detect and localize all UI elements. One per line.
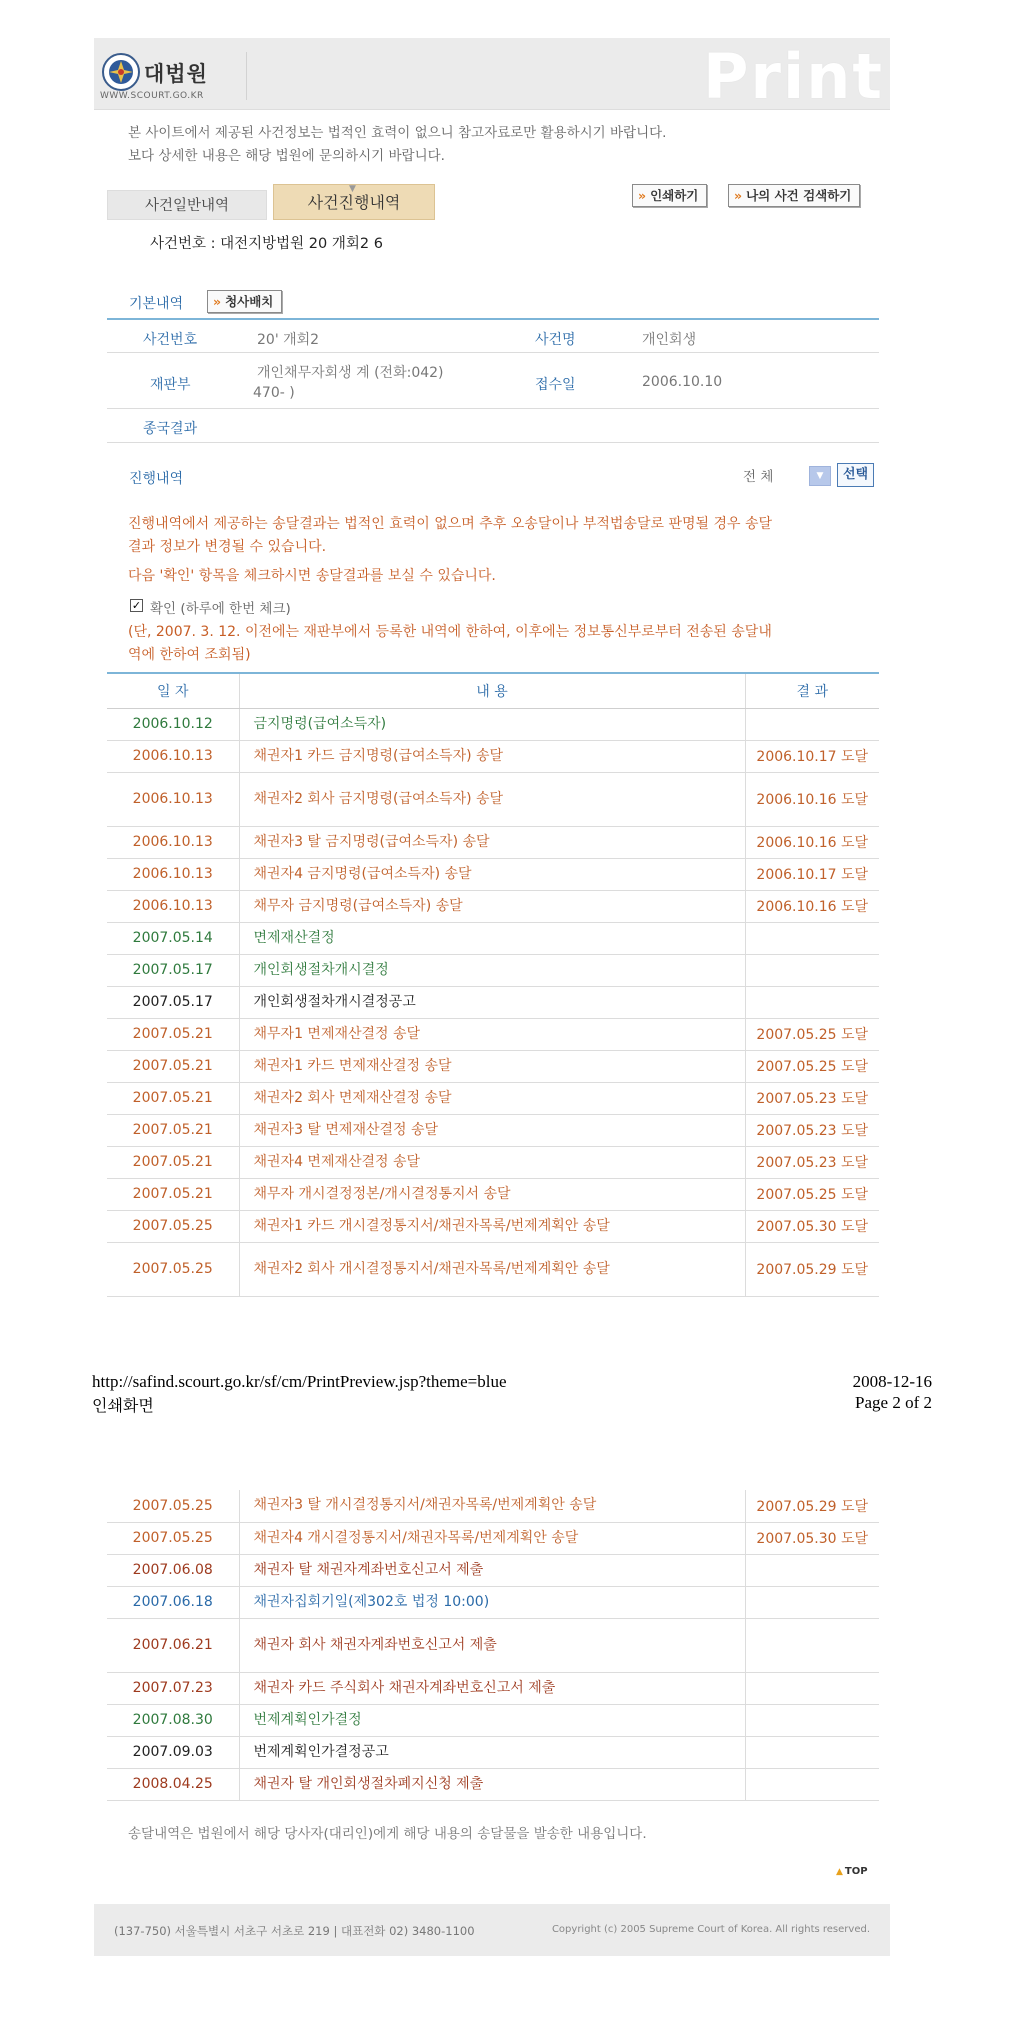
table-row: [107, 1178, 879, 1210]
table-row: [107, 1082, 879, 1114]
print-title: Print: [702, 40, 884, 113]
row-date: 2006.10.13: [107, 772, 239, 826]
col-date-header: 일 자: [107, 674, 239, 708]
row-date: 2007.05.17: [107, 986, 239, 1018]
browser-print-url: http://safind.scourt.go.kr/sf/cm/PrintPreview.jsp?theme=blue: [92, 1372, 507, 1391]
my-case-search-label: 나의 사건 검색하기: [746, 188, 852, 203]
row-date: 2007.08.30: [107, 1704, 239, 1736]
select-button[interactable]: 선택: [837, 463, 874, 487]
row-date: 2007.05.21: [107, 1114, 239, 1146]
print-button[interactable]: [632, 184, 707, 207]
row-date: 2007.05.21: [107, 1146, 239, 1178]
progress-table-page-1: [107, 674, 879, 1297]
row-content: 채권자3 탈 면제재산결정 송달: [239, 1114, 745, 1146]
row-content: 채권자1 카드 면제재산결정 송달: [239, 1050, 745, 1082]
row-result: [745, 1586, 879, 1618]
table-row: [107, 1586, 879, 1618]
division-label: 재판부: [150, 377, 191, 393]
table-header-row: [107, 674, 879, 708]
back-to-top-link[interactable]: [836, 1866, 868, 1877]
row-date: 2007.05.21: [107, 1082, 239, 1114]
table-row: [107, 1736, 879, 1768]
case-no-label: 사건번호: [143, 332, 198, 348]
basic-info-title: 기본내역: [129, 296, 184, 312]
final-result-label: 종국결과: [143, 421, 198, 437]
row-date: 2006.10.13: [107, 826, 239, 858]
row-date: 2006.10.13: [107, 858, 239, 890]
browser-print-title: 인쇄화면: [92, 1396, 154, 1415]
received-date-label: 접수일: [535, 377, 576, 393]
case-name-label: 사건명: [535, 332, 576, 348]
table-row: [107, 740, 879, 772]
row-content: 채권자 탈 개인회생절차폐지신청 제출: [239, 1768, 745, 1800]
row-result: [745, 986, 879, 1018]
division-value-line-2: 470- ): [253, 385, 295, 401]
table-row: [107, 772, 879, 826]
filter-select-value[interactable]: 전 체: [743, 469, 774, 485]
row-date: 2007.05.25: [107, 1522, 239, 1554]
progress-note-2: 역에 한하여 조회됨): [128, 647, 251, 663]
row-result: 2007.05.25 도달: [745, 1050, 879, 1082]
row-result: 2007.05.29 도달: [745, 1490, 879, 1522]
table-row: [107, 1672, 879, 1704]
row-divider: [107, 352, 879, 353]
table-row: [107, 1704, 879, 1736]
row-divider: [107, 442, 879, 443]
delivery-footnote: 송달내역은 법원에서 해당 당사자(대리인)에게 해당 내용의 송달물을 발송한 내용입니다.: [128, 1826, 647, 1842]
row-content: 채권자1 카드 금지명령(급여소득자) 송달: [239, 740, 745, 772]
row-content: 채무자1 면제재산결정 송달: [239, 1018, 745, 1050]
row-result: 2006.10.16 도달: [745, 772, 879, 826]
row-date: 2007.05.25: [107, 1490, 239, 1522]
progress-title: 진행내역: [129, 471, 184, 487]
row-date: 2007.05.17: [107, 954, 239, 986]
row-result: 2007.05.23 도달: [745, 1114, 879, 1146]
row-content: 채권자3 탈 개시결정통지서/채권자목록/번제계획안 송달: [239, 1490, 745, 1522]
row-result: [745, 1554, 879, 1586]
row-date: 2006.10.13: [107, 890, 239, 922]
logo-title: 대법원: [144, 62, 208, 86]
table-row: [107, 1018, 879, 1050]
page-footer: [94, 1904, 890, 1956]
row-date: 2006.10.13: [107, 740, 239, 772]
court-assign-label: 청사배치: [225, 294, 274, 309]
row-result: 2007.05.30 도달: [745, 1522, 879, 1554]
row-content: 번제계획인가결정: [239, 1704, 745, 1736]
row-content: 채무자 금지명령(급여소득자) 송달: [239, 890, 745, 922]
row-content: 번제계획인가결정공고: [239, 1736, 745, 1768]
row-content: 개인회생절차개시결정: [239, 954, 745, 986]
row-date: 2007.06.21: [107, 1618, 239, 1672]
row-divider: [107, 408, 879, 409]
progress-warning-2: 결과 정보가 변경될 수 있습니다.: [128, 539, 327, 555]
row-content: 채권자1 카드 개시결정통지서/채권자목록/번제계획안 송달: [239, 1210, 745, 1242]
row-date: 2007.05.21: [107, 1178, 239, 1210]
row-result: 2007.05.23 도달: [745, 1082, 879, 1114]
table-row: [107, 826, 879, 858]
row-content: 채무자 개시결정정본/개시결정통지서 송달: [239, 1178, 745, 1210]
table-row: [107, 986, 879, 1018]
row-content: 채권자4 금지명령(급여소득자) 송달: [239, 858, 745, 890]
confirm-checkbox-label: 확인 (하루에 한번 체크): [150, 601, 291, 617]
row-content: 채권자4 면제재산결정 송달: [239, 1146, 745, 1178]
progress-warning-1: 진행내역에서 제공하는 송달결과는 법적인 효력이 없으며 추후 오송달이나 부적법송달로 판명될 경우 송달: [128, 516, 773, 532]
row-content: 채권자4 개시결정통지서/채권자목록/번제계획안 송달: [239, 1522, 745, 1554]
col-content-header: 내 용: [239, 674, 745, 708]
row-content: 채권자 탈 채권자계좌번호신고서 제출: [239, 1554, 745, 1586]
case-name-value: 개인회생: [642, 332, 697, 348]
row-content: 금지명령(급여소득자): [239, 708, 745, 740]
table-row: [107, 1210, 879, 1242]
table-row: [107, 858, 879, 890]
progress-warning-3: 다음 '확인' 항목을 체크하시면 송달결과를 보실 수 있습니다.: [128, 568, 496, 584]
table-row: [107, 1114, 879, 1146]
table-row: [107, 1522, 879, 1554]
row-date: 2007.05.21: [107, 1050, 239, 1082]
tab-caret-icon: ▼: [349, 184, 356, 194]
row-date: 2006.10.12: [107, 708, 239, 740]
row-result: [745, 1672, 879, 1704]
table-row: [107, 922, 879, 954]
row-result: [745, 1768, 879, 1800]
row-date: 2007.06.08: [107, 1554, 239, 1586]
table-row: [107, 1554, 879, 1586]
row-content: 면제재산결정: [239, 922, 745, 954]
table-row: [107, 890, 879, 922]
row-result: 2006.10.16 도달: [745, 890, 879, 922]
row-date: 2008.04.25: [107, 1768, 239, 1800]
row-result: [745, 922, 879, 954]
court-emblem-icon: [100, 52, 142, 92]
row-result: 2007.05.29 도달: [745, 1242, 879, 1296]
row-result: [745, 1618, 879, 1672]
progress-table-page-2: [107, 1490, 879, 1801]
up-triangle-icon: ▲: [836, 1867, 843, 1877]
row-content: 채권자2 회사 면제재산결정 송달: [239, 1082, 745, 1114]
row-content: 개인회생절차개시결정공고: [239, 986, 745, 1018]
row-date: 2007.05.21: [107, 1018, 239, 1050]
received-date-value: 2006.10.10: [642, 374, 723, 390]
case-no-value: 20' 개회2: [257, 332, 320, 348]
filter-dropdown-icon[interactable]: ▼: [809, 466, 831, 486]
table-row: [107, 1618, 879, 1672]
confirm-checkbox[interactable]: ✓: [131, 599, 142, 612]
footer-address: (137-750) 서울특별시 서초구 서초로 219 | 대표전화 02) 3480-1100: [114, 1924, 475, 1938]
basic-info-top-border: [107, 318, 879, 320]
notice-line-1: 본 사이트에서 제공된 사건정보는 법적인 효력이 없으니 참고자료로만 활용하시기 바랍니다.: [128, 125, 667, 141]
row-content: 채권자3 탈 금지명령(급여소득자) 송달: [239, 826, 745, 858]
logo-url: WWW.SCOURT.GO.KR: [100, 91, 204, 101]
row-result: 2007.05.25 도달: [745, 1018, 879, 1050]
row-result: 2006.10.17 도달: [745, 858, 879, 890]
row-date: 2007.05.25: [107, 1242, 239, 1296]
table-row: [107, 1242, 879, 1296]
table-row: [107, 1768, 879, 1800]
header-divider: [246, 52, 247, 100]
court-assign-button[interactable]: [207, 290, 282, 313]
browser-print-date: 2008-12-16: [852, 1372, 932, 1391]
tab-case-general[interactable]: 사건일반내역: [107, 190, 267, 220]
double-chevron-icon: »: [213, 294, 222, 309]
row-date: 2007.07.23: [107, 1672, 239, 1704]
tab-case-progress[interactable]: 사건진행내역: [273, 184, 435, 220]
row-content: 채권자집회기일(제302호 법정 10:00): [239, 1586, 745, 1618]
table-row: [107, 1490, 879, 1522]
row-date: 2007.09.03: [107, 1736, 239, 1768]
row-result: 2006.10.16 도달: [745, 826, 879, 858]
row-content: 채권자2 회사 개시결정통지서/채권자목록/번제계획안 송달: [239, 1242, 745, 1296]
progress-note-1: (단, 2007. 3. 12. 이전에는 재판부에서 등록한 내역에 한하여, 이후에는 정보통신부로부터 전송된 송달내: [128, 624, 772, 640]
double-chevron-icon: »: [638, 188, 647, 203]
division-value-line-1: 개인채무자회생 계 (전화:042): [257, 365, 444, 381]
row-result: [745, 1704, 879, 1736]
supreme-court-logo[interactable]: [94, 38, 244, 110]
col-result-header: 결 과: [745, 674, 879, 708]
browser-print-page-number: Page 2 of 2: [855, 1393, 932, 1412]
notice-line-2: 보다 상세한 내용은 해당 법원에 문의하시기 바랍니다.: [128, 148, 445, 164]
table-row: [107, 708, 879, 740]
row-content: 채권자2 회사 금지명령(급여소득자) 송달: [239, 772, 745, 826]
row-content: 채권자 카드 주식회사 채권자계좌번호신고서 제출: [239, 1672, 745, 1704]
top-link-label: TOP: [844, 1866, 868, 1877]
row-result: 2007.05.30 도달: [745, 1210, 879, 1242]
table-row: [107, 1050, 879, 1082]
row-result: [745, 708, 879, 740]
row-date: 2007.05.14: [107, 922, 239, 954]
row-result: 2007.05.25 도달: [745, 1178, 879, 1210]
row-date: 2007.05.25: [107, 1210, 239, 1242]
row-result: [745, 954, 879, 986]
row-result: [745, 1736, 879, 1768]
row-result: 2007.05.23 도달: [745, 1146, 879, 1178]
case-number: 사건번호 : 대전지방법원 20 개회2 6: [150, 236, 383, 252]
row-result: 2006.10.17 도달: [745, 740, 879, 772]
table-row: [107, 954, 879, 986]
my-case-search-button[interactable]: [728, 184, 860, 207]
footer-copyright: Copyright (c) 2005 Supreme Court of Korea. All rights reserved.: [551, 1924, 870, 1935]
print-button-label: 인쇄하기: [650, 188, 699, 203]
table-row: [107, 1146, 879, 1178]
row-content: 채권자 회사 채권자계좌번호신고서 제출: [239, 1618, 745, 1672]
double-chevron-icon: »: [734, 188, 743, 203]
print-header: [94, 38, 890, 113]
row-date: 2007.06.18: [107, 1586, 239, 1618]
